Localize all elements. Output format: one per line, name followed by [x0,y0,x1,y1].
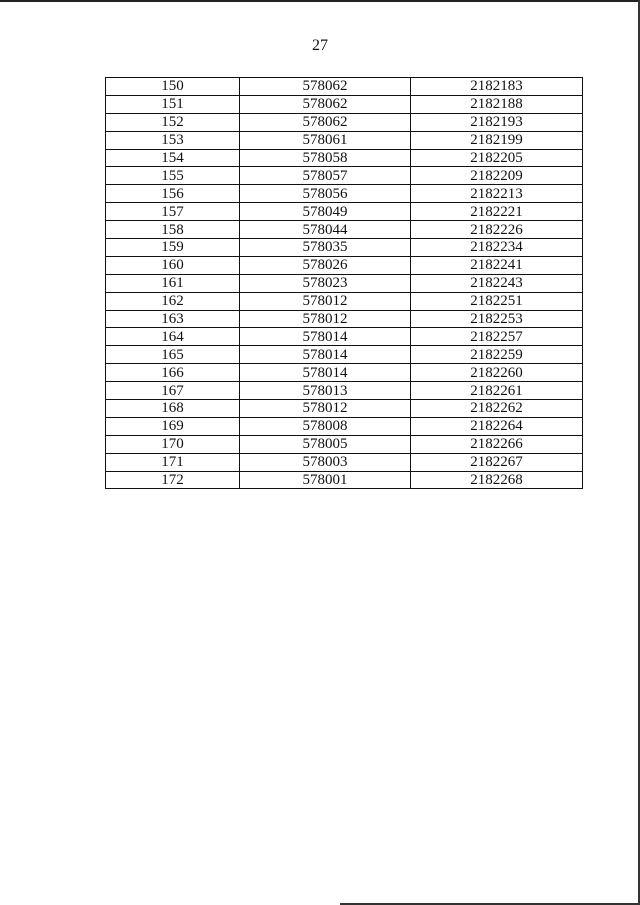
table-row [106,256,583,274]
point-number-cell: 171 [106,453,240,471]
x-coordinate-cell: 578012 [240,400,411,418]
point-number-cell: 157 [106,203,240,221]
x-coordinate-cell: 578056 [240,185,411,203]
table-row [106,400,583,418]
x-coordinate-cell: 578044 [240,221,411,239]
x-coordinate-cell: 578062 [240,95,411,113]
table-row [106,382,583,400]
y-coordinate-cell: 2182260 [411,364,583,382]
point-number-cell: 150 [106,78,240,96]
point-number-cell: 151 [106,95,240,113]
y-coordinate-cell: 2182205 [411,149,583,167]
table-row [106,239,583,257]
y-coordinate-cell: 2182234 [411,239,583,257]
x-coordinate-cell: 578061 [240,131,411,149]
y-coordinate-cell: 2182261 [411,382,583,400]
x-coordinate-cell: 578008 [240,417,411,435]
table-row [106,310,583,328]
y-coordinate-cell: 2182188 [411,95,583,113]
table-row [106,149,583,167]
y-coordinate-cell: 2182266 [411,435,583,453]
y-coordinate-cell: 2182262 [411,400,583,418]
table-row [106,417,583,435]
point-number-cell: 163 [106,310,240,328]
table-row [106,471,583,489]
point-number-cell: 166 [106,364,240,382]
y-coordinate-cell: 2182257 [411,328,583,346]
y-coordinate-cell: 2182209 [411,167,583,185]
point-number-cell: 152 [106,113,240,131]
x-coordinate-cell: 578014 [240,364,411,382]
point-number-cell: 154 [106,149,240,167]
table-row [106,131,583,149]
table-row [106,113,583,131]
y-coordinate-cell: 2182251 [411,292,583,310]
point-number-cell: 165 [106,346,240,364]
table-row [106,78,583,96]
point-number-cell: 167 [106,382,240,400]
table-row [106,167,583,185]
x-coordinate-cell: 578058 [240,149,411,167]
x-coordinate-cell: 578005 [240,435,411,453]
table-row [106,221,583,239]
coordinates-table [105,77,583,489]
x-coordinate-cell: 578012 [240,292,411,310]
point-number-cell: 156 [106,185,240,203]
y-coordinate-cell: 2182226 [411,221,583,239]
x-coordinate-cell: 578026 [240,256,411,274]
point-number-cell: 162 [106,292,240,310]
x-coordinate-cell: 578014 [240,346,411,364]
point-number-cell: 153 [106,131,240,149]
y-coordinate-cell: 2182183 [411,78,583,96]
y-coordinate-cell: 2182199 [411,131,583,149]
coordinates-table-body [106,78,583,489]
table-row [106,364,583,382]
page-number: 27 [312,37,328,54]
point-number-cell: 160 [106,256,240,274]
x-coordinate-cell: 578062 [240,113,411,131]
x-coordinate-cell: 578003 [240,453,411,471]
point-number-cell: 164 [106,328,240,346]
y-coordinate-cell: 2182193 [411,113,583,131]
y-coordinate-cell: 2182243 [411,274,583,292]
x-coordinate-cell: 578001 [240,471,411,489]
y-coordinate-cell: 2182264 [411,417,583,435]
x-coordinate-cell: 578014 [240,328,411,346]
y-coordinate-cell: 2182259 [411,346,583,364]
table-row [106,203,583,221]
x-coordinate-cell: 578023 [240,274,411,292]
x-coordinate-cell: 578062 [240,78,411,96]
point-number-cell: 169 [106,417,240,435]
page-top-edge [0,0,640,2]
y-coordinate-cell: 2182213 [411,185,583,203]
table-row [106,328,583,346]
point-number-cell: 161 [106,274,240,292]
x-coordinate-cell: 578049 [240,203,411,221]
point-number-cell: 155 [106,167,240,185]
y-coordinate-cell: 2182241 [411,256,583,274]
point-number-cell: 158 [106,221,240,239]
table-row [106,185,583,203]
table-row [106,435,583,453]
y-coordinate-cell: 2182221 [411,203,583,221]
table-row [106,274,583,292]
x-coordinate-cell: 578012 [240,310,411,328]
table-row [106,292,583,310]
point-number-cell: 168 [106,400,240,418]
table-row [106,95,583,113]
x-coordinate-cell: 578035 [240,239,411,257]
y-coordinate-cell: 2182253 [411,310,583,328]
y-coordinate-cell: 2182267 [411,453,583,471]
table-row [106,346,583,364]
point-number-cell: 172 [106,471,240,489]
y-coordinate-cell: 2182268 [411,471,583,489]
table-row [106,453,583,471]
point-number-cell: 159 [106,239,240,257]
x-coordinate-cell: 578057 [240,167,411,185]
point-number-cell: 170 [106,435,240,453]
x-coordinate-cell: 578013 [240,382,411,400]
